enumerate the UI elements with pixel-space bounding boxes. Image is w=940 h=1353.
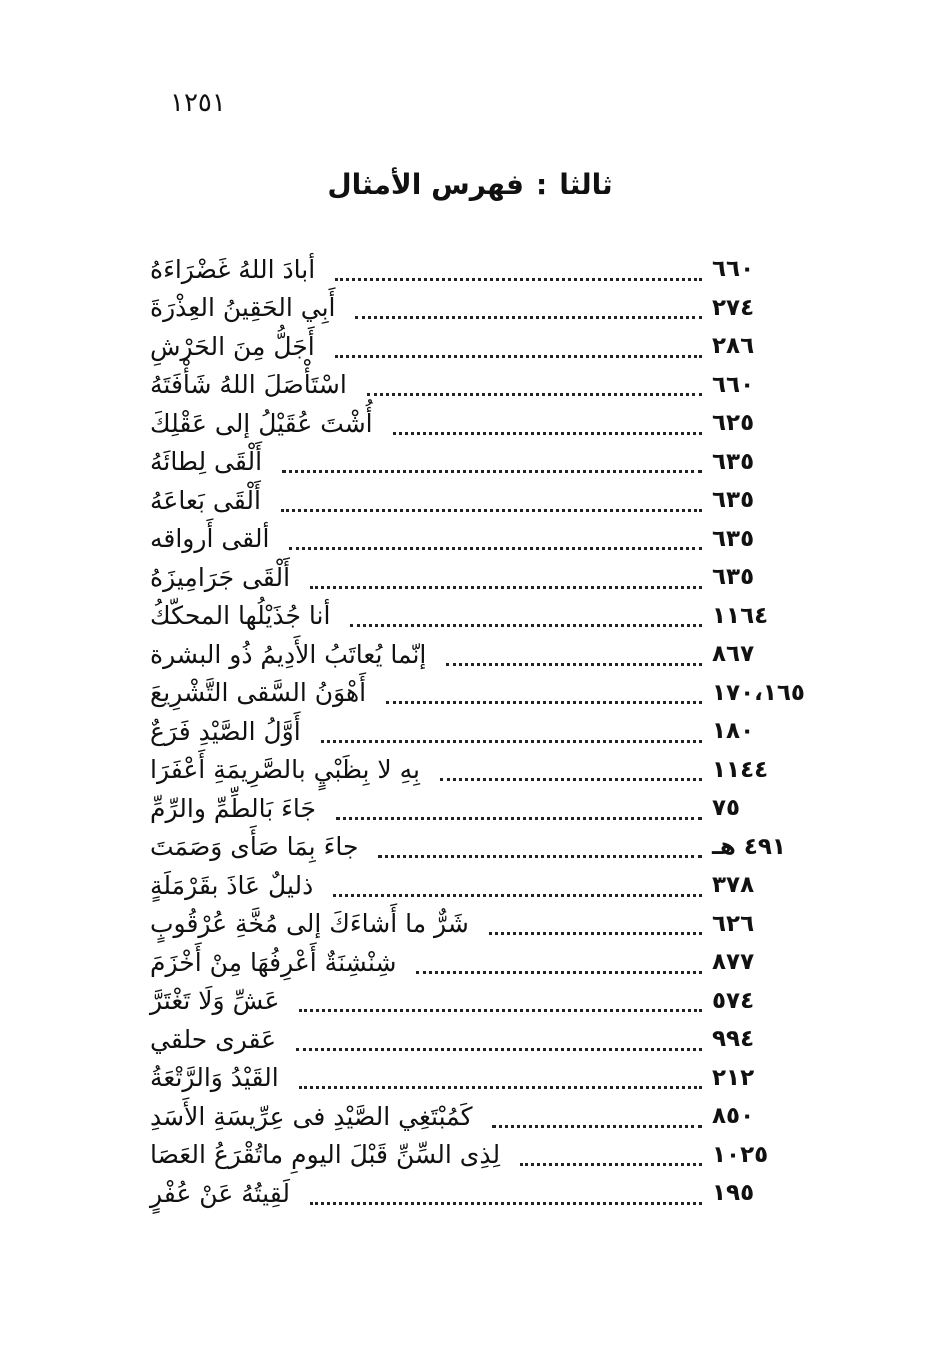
entry-text: كَمُبْتَغِي الصَّيْدِ فى عِرِّيسَةِ الأَسَدِ — [150, 1101, 473, 1131]
index-row — [150, 1020, 820, 1059]
entry-text: لِذِى السِّنِّ قَبْلَ اليومِ ماتُقْرَعُ العَصَا — [150, 1140, 501, 1170]
index-row — [150, 789, 820, 828]
page-title — [0, 168, 940, 201]
dot-leader — [378, 847, 702, 858]
entry-text: ألقى أَرواقه — [150, 524, 270, 554]
index-row — [150, 905, 820, 944]
entry-text: بِهِ لا بِظَبْيٍ بالصَّرِيمَةِ أَعْفَرَا — [150, 755, 420, 785]
entry-page: ٦٣٥ — [712, 487, 755, 514]
index-row — [150, 712, 820, 751]
entry-text: أَلْقَى بَعاعَهُ — [150, 485, 261, 515]
entry-text: إنّما يُعاتَبُ الأَدِيمُ ذُو البشرة — [150, 639, 427, 669]
dot-leader — [440, 770, 702, 781]
dot-leader — [492, 1117, 702, 1128]
index-row — [150, 558, 820, 597]
index-row — [150, 404, 820, 443]
index-row — [150, 828, 820, 867]
index-row — [150, 943, 820, 982]
entry-text: اسْتَأْصَلَ اللهُ شَأْفَتَهُ — [150, 370, 347, 400]
entry-page: ٤٩١ هـ — [712, 833, 786, 860]
entry-text: ذليلٌ عَاذَ بقَرْمَلَةٍ — [150, 870, 314, 900]
index-row — [150, 289, 820, 328]
dot-leader — [299, 1001, 702, 1012]
entry-page: ٦٣٥ — [712, 525, 755, 552]
index-row — [150, 674, 820, 713]
entry-page: ٢٨٦ — [712, 333, 755, 360]
entry-page: ٣٧٨ — [712, 872, 755, 899]
entry-page: ٦٢٦ — [712, 910, 755, 937]
dot-leader — [335, 347, 702, 358]
dot-leader — [289, 539, 702, 550]
entry-text: أَوَّلُ الصَّيْدِ فَرَعٌ — [150, 716, 301, 746]
dot-leader — [335, 270, 702, 281]
entry-page: ٥٧٤ — [712, 987, 755, 1014]
entry-text: أَلْقَى جَرَامِيزَهُ — [150, 562, 291, 592]
entry-page: ٦٣٥ — [712, 564, 755, 591]
page-number: ١٢٥١ — [170, 88, 226, 118]
dot-leader — [446, 655, 702, 666]
index-row — [150, 1097, 820, 1136]
index-row — [150, 443, 820, 482]
entry-page: ٩٩٤ — [712, 1026, 755, 1053]
entry-text: شَرٌّ ما أَشاءَكَ إلى مُخَّةِ عُرْقُوبٍ — [150, 909, 469, 939]
dot-leader — [350, 616, 702, 627]
dot-leader — [296, 1040, 702, 1051]
entry-text: أنا جُذَيْلُها المحكّكُ — [150, 601, 331, 631]
dot-leader — [282, 462, 702, 473]
entry-text: لَقِيتُهُ عَنْ عُفْرٍ — [150, 1178, 290, 1208]
entry-page: ١١٤٤ — [712, 756, 769, 783]
entry-text: القَيْدُ وَالرَّتْعَةُ — [150, 1063, 279, 1093]
index-row — [150, 1136, 820, 1175]
entry-page: ٦٦٠ — [712, 256, 755, 283]
index-row — [150, 1059, 820, 1098]
index-row — [150, 635, 820, 674]
entry-page: ٢١٢ — [712, 1064, 755, 1091]
dot-leader — [321, 732, 702, 743]
dot-leader — [489, 924, 702, 935]
entry-text: عَشِّ وَلَا تَغْتَرَّ — [150, 986, 280, 1016]
entry-text: أَبِي الحَقِينُ العِذْرَةَ — [150, 293, 336, 323]
entry-page: ٨٦٧ — [712, 641, 755, 668]
index-row — [150, 1174, 820, 1213]
dot-leader — [333, 886, 702, 897]
index-row — [150, 866, 820, 905]
entry-text: عَقرى حلقي — [150, 1024, 277, 1054]
dot-leader — [416, 963, 702, 974]
entry-page: ٦٣٥ — [712, 448, 755, 475]
entry-text: أُشْتَ عُقَيْلُ إلى عَقْلِكَ — [150, 408, 373, 438]
dot-leader — [310, 1194, 702, 1205]
entry-page: ٢٧٤ — [712, 294, 755, 321]
title-main: فهرس الأمثال — [327, 168, 524, 201]
dot-leader — [393, 424, 702, 435]
entry-page: ٦٢٥ — [712, 410, 755, 437]
entry-page: ١٠٢٥ — [712, 1141, 769, 1168]
entry-text: أَهْوَنُ السَّقى التَّشْرِيعَ — [150, 678, 367, 708]
entry-page: ١٨٠ — [712, 718, 755, 745]
index-row — [150, 327, 820, 366]
index-row — [150, 751, 820, 790]
index-row — [150, 366, 820, 405]
dot-leader — [355, 308, 702, 319]
entry-text: أَجَلُّ مِنَ الحَرْشِ — [150, 331, 315, 361]
entry-page: ١٧٠،١٦٥ — [712, 679, 805, 706]
dot-leader — [299, 1078, 702, 1089]
entry-text: جاءَ بِمَا صَأَى وَصَمَتَ — [150, 832, 359, 862]
entry-text: شِنْشِنَةٌ أَعْرِفُهَا مِنْ أَخْزَمَ — [150, 947, 397, 977]
index-row — [150, 250, 820, 289]
proverbs-index-list — [150, 250, 820, 1213]
index-row — [150, 481, 820, 520]
entry-page: ٨٥٠ — [712, 1103, 755, 1130]
title-prefix: ثالثا — [559, 168, 613, 201]
dot-leader — [367, 385, 702, 396]
dot-leader — [520, 1155, 702, 1166]
entry-text: أَلْقَى لِطائَهُ — [150, 447, 263, 477]
dot-leader — [281, 501, 702, 512]
entry-page: ٨٧٧ — [712, 949, 755, 976]
entry-page: ١١٦٤ — [712, 602, 769, 629]
index-row — [150, 982, 820, 1021]
entry-page: ١٩٥ — [712, 1180, 755, 1207]
entry-text: أبادَ اللهُ غَضْرَاءَهُ — [150, 254, 316, 284]
title-separator: : — [535, 168, 548, 201]
entry-page: ٦٦٠ — [712, 371, 755, 398]
dot-leader — [336, 809, 702, 820]
index-row — [150, 520, 820, 559]
dot-leader — [386, 693, 702, 704]
dot-leader — [310, 578, 702, 589]
entry-page: ٧٥ — [712, 795, 741, 822]
entry-text: جَاءَ بَالطِّمِّ والرِّمِّ — [150, 793, 316, 823]
index-row — [150, 597, 820, 636]
